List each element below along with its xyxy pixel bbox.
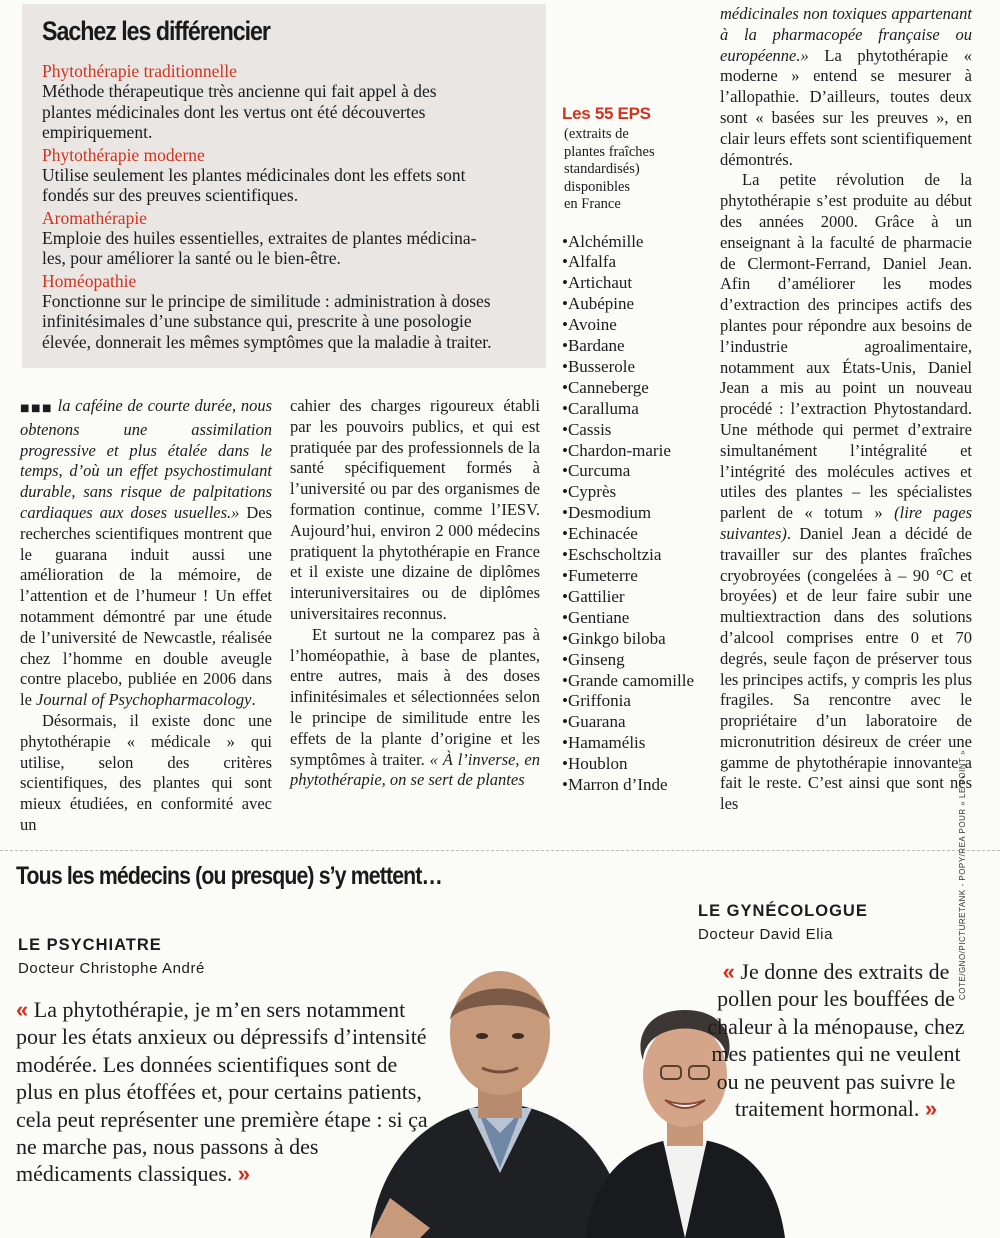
psychiatrist-name: Docteur Christophe André [18, 960, 205, 977]
eps-plant-item: • Bardane [562, 336, 702, 357]
eps-title: Les 55 EPS [562, 104, 651, 123]
eps-plant-item: • Guarana [562, 712, 702, 733]
article-paragraph: médicinales non toxiques appartenant à la pharmacopée française ou européenne.» La phytothérapie « moderne » entend se mesurer à l’allopathie. D’ailleurs, toutes deux sont « basées sur les preuves », en clair leurs effets sont scientifiquement démontrés. [720, 4, 972, 169]
article-column-2 [290, 396, 540, 791]
definition-aromatherapy [42, 208, 528, 269]
eps-plant-item: • Gentiane [562, 608, 702, 629]
definition-text: Utilise seulement les plantes médicinales dont les effets sont fondés sur des preuves scientifiques. [42, 164, 466, 205]
eps-plant-item: • Echinacée [562, 524, 702, 545]
section-marker: ■■■ [20, 403, 53, 414]
eps-plant-item: • Desmodium [562, 503, 702, 524]
open-quote-mark: « [16, 997, 29, 1022]
gynecologist-quote: « Je donne des extraits de pollen pour les bouffées de chaleur à la ménopause, chez mes patientes qui ne veulent ou ne peuvent pas suivre le traitement hormonal. » [707, 959, 965, 1122]
sidebar-title: Sachez les différencier [42, 16, 270, 46]
eps-list-panel [562, 104, 702, 796]
definition-text: Méthode thérapeutique très ancienne qui fait appel à des plantes médicinales dont les vertus ont été découvertes empiriquement. [42, 81, 437, 142]
article-paragraph: La petite révolution de la phytothérapie s’est produite au début des années 2000. Grâce à un enseignant à la faculté de pharmacie de Clermont-Ferrand, Daniel Jean. Afin d’améliorer les modes d’extraction des principes actifs des plantes pour répondre aux besoins de l’industrie agroalimentaire, notamment aux États-Unis, Daniel Jean a mis au point un nouveau procédé : l’extraction Phytostandard. Une méthode qui permet d’extraire simultanément l’intégralité et l’intégrité des molécules actives et utiles des plantes – les spécialistes parlent de « totum » (lire pages suivantes). Daniel Jean a décidé de travailler sur des plantes fraîches cryobroyées (congelées à – 90 °C et broyées) et de leur faire subir une multiextraction dans des solutions d’alcool comprises entre 0 et 70 degrés, seule façon de préserver tous les principes actifs, y compris les plus fragiles. Sa rencontre avec le propriétaire d’un laboratoire de micronutrition désireux de créer une gamme de phytothérapie innovante a fait le reste. C’est ainsi que sont nés les [720, 170, 972, 814]
eps-plant-item: • Grande camomille [562, 671, 702, 692]
eps-plant-item: • Cassis [562, 420, 702, 441]
article-column-1 [20, 396, 272, 836]
article-paragraph: cahier des charges rigoureux établi par les pouvoirs publics, et qui est pratiquée par des professionnels de la santé spécifiquement formés à l’université ou par des organismes de formation continue, comme l’IESV. Aujourd’hui, environ 2 000 médecins pratiquent la phytothérapie en France et il existe une dizaine de diplômes interuniversitaires ou de diplômes universitaires reconnus. [290, 396, 540, 623]
eps-plant-item: • Alchémille [562, 232, 702, 253]
eps-plant-item: • Ginkgo biloba [562, 629, 702, 650]
eps-plant-item: • Artichaut [562, 273, 702, 294]
section-divider [0, 850, 1000, 851]
eps-plant-item: • Fumeterre [562, 566, 702, 587]
eps-plant-item: • Griffonia [562, 691, 702, 712]
eps-plant-item: • Avoine [562, 315, 702, 336]
article-column-4 [720, 4, 972, 815]
definition-term: Phytothérapie moderne [42, 144, 205, 165]
close-quote-mark: » [924, 1096, 938, 1122]
eps-plant-item: • Chardon-marie [562, 441, 702, 462]
eps-plant-item: • Houblon [562, 754, 702, 775]
article-paragraph: Et surtout ne la comparez pas à l’homéopathie, à base de plantes, entre autres, mais à des doses infinitésimales et sélectionnées selon le principe de similitude entre les effets de la plante d’origine et les symptômes à traiter. « À l’inverse, en phytothérapie, on se sert de plantes [290, 624, 540, 790]
photo-credit: COTE/GNO/PICTURETANK - POPY/REA POUR « LE POINT » [958, 749, 967, 1000]
eps-plant-item: • Hamamélis [562, 733, 702, 754]
definition-homeopathy [42, 271, 528, 353]
open-quote-mark: « [722, 959, 735, 984]
gynecologist-role: LE GYNÉCOLOGUE [698, 902, 868, 920]
eps-plant-item: • Busserole [562, 357, 702, 378]
article-paragraph: Désormais, il existe donc une phytothérapie « médicale » qui utilise, selon des critères scientifiques, des plantes qui sont mieux étudiées, en conformité avec un [20, 710, 272, 834]
eps-subtitle: (extraits de plantes fraîches standardisés) disponibles en France [564, 126, 655, 212]
eps-plant-list [562, 232, 702, 796]
definition-modern [42, 145, 528, 206]
definition-term: Homéopathie [42, 270, 137, 291]
section-title: Tous les médecins (ou presque) s’y mettent… [16, 862, 442, 890]
definition-term: Aromathérapie [42, 207, 147, 228]
eps-plant-item: • Eschscholtzia [562, 545, 702, 566]
eps-plant-item: • Caralluma [562, 399, 702, 420]
eps-plant-item: • Marron d’Inde [562, 775, 702, 796]
close-quote-mark: » [237, 1161, 251, 1187]
psychiatrist-quote: « La phytothérapie, je m’en sers notamment pour les états anxieux ou dépressifs d’intensité modérée. Les données scientifiques sont de plus en plus étoffées et, pour certains patients, cela peut représenter une première étape : si ça ne marche pas, nous passons à des médicaments classiques. » [16, 997, 428, 1187]
eps-plant-item: • Ginseng [562, 650, 702, 671]
article-paragraph: ■■■ la caféine de courte durée, nous obtenons une assimilation progressive et plus étalée dans le temps, d’où un effet psychostimulant durable, sans risque de palpitations cardiaques aux doses usuelles.» Des recherches scientifiques montrent que le guarana induit aussi une amélioration de la mémoire, de l’attention et de l’humeur ! Un effet notamment démontré par une étude de l’université de Newcastle, réalisée chez l’homme en double aveugle contre placebo, publiée en 2006 dans le Journal of Psychopharmacology. [20, 396, 272, 710]
eps-plant-item: • Gattilier [562, 587, 702, 608]
eps-plant-item: • Canneberge [562, 378, 702, 399]
definition-traditional [42, 61, 528, 143]
eps-plant-item: • Alfalfa [562, 252, 702, 273]
gynecologist-name: Docteur David Elia [698, 926, 834, 943]
psychiatrist-role: LE PSYCHIATRE [18, 936, 162, 954]
eps-plant-item: • Curcuma [562, 461, 702, 482]
sidebar-box [22, 4, 546, 368]
definition-term: Phytothérapie traditionnelle [42, 61, 237, 81]
definition-text: Fonctionne sur le principe de similitude : administration à doses infinitésimales d’une substance qui, prescrite à une posologie élevée, donnerait les mêmes symptômes que la maladie à traiter. [42, 290, 492, 352]
definition-text: Emploie des huiles essentielles, extraites de plantes médicina- les, pour améliorer la santé ou le bien-être. [42, 227, 477, 268]
eps-plant-item: • Cyprès [562, 482, 702, 503]
eps-plant-item: • Aubépine [562, 294, 702, 315]
